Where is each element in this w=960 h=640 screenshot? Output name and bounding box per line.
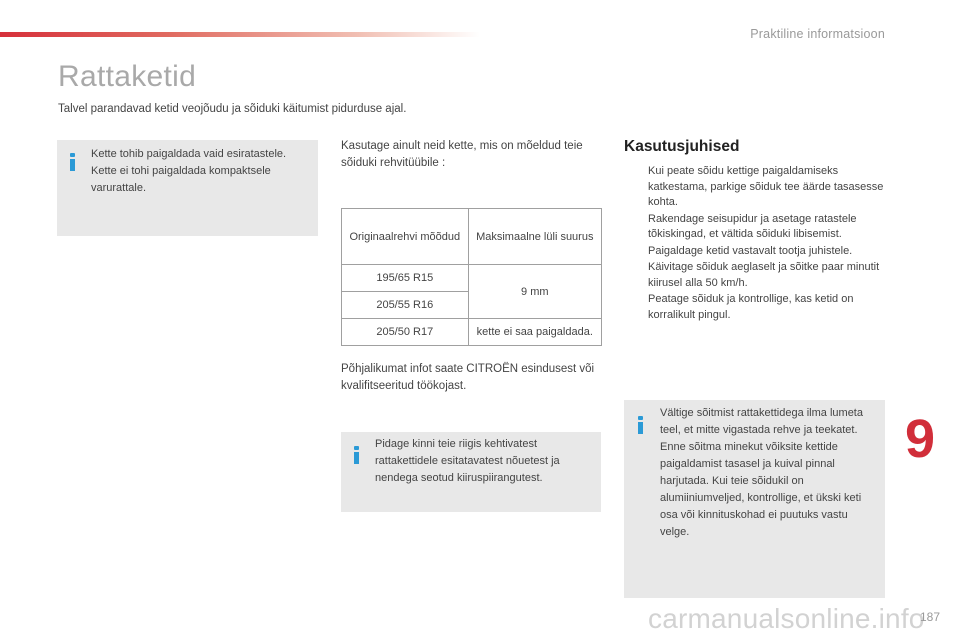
list-item <box>624 244 889 260</box>
info-line: Kette tohib paigaldada vaid esiratastele. <box>91 148 287 160</box>
instructions-list <box>624 164 889 324</box>
list-item-text: Peatage sõiduk ja kontrollige, kas ketid on korralikult pingul. <box>648 293 854 321</box>
info-icon <box>354 446 360 464</box>
dealer-info-text: Põhjalikumat infot saate CITROËN esindusest või kvalifitseeritud töökojast. <box>341 363 595 392</box>
page-number: 187 <box>919 610 940 624</box>
list-item-text: Kui peate sõidu kettige paigaldamiseks katkestama, parkige sõiduk tee äärde tasasesse kohta. <box>648 165 884 208</box>
intro-text: Talvel parandavad ketid veojõudu ja sõiduki käitumist pidurduse ajal. <box>58 103 407 115</box>
table-cell-not-allowed: kette ei saa paigaldada. <box>468 319 601 346</box>
header-accent-bar <box>0 32 480 37</box>
table-header-link-size: Maksimaalne lüli suurus <box>468 209 601 265</box>
instructions-title: Kasutusjuhised <box>624 138 740 155</box>
section-header: Praktiline informatsioon <box>750 27 885 41</box>
list-item <box>624 292 889 323</box>
page-title: Rattaketid <box>58 60 197 93</box>
list-item-text: Käivitage sõiduk aeglaselt ja sõitke paar minutit kiirusel alla 50 km/h. <box>648 261 880 289</box>
info-icon <box>70 153 76 171</box>
chain-usage-text: Kasutage ainult neid kette, mis on mõeldud teie sõiduki rehvitüübile : <box>341 140 583 169</box>
tire-size-table <box>341 208 602 346</box>
table-cell-tire: 205/55 R16 <box>342 292 469 319</box>
list-item-text: Rakendage seisupidur ja asetage ratastele tõkiskingad, et vältida sõiduki libisemist. <box>648 212 857 240</box>
list-item <box>624 164 889 211</box>
list-item-text: Paigaldage ketid vastavalt tootja juhistele. <box>648 244 853 257</box>
info-line: Kette ei tohi paigaldada kompaktsele <box>91 165 271 177</box>
info-line: varurattale. <box>91 182 147 194</box>
info-box-road-warning <box>624 400 885 598</box>
chapter-number: 9 <box>905 409 936 469</box>
table-header-tire-size: Originaalrehvi mõõdud <box>342 209 469 265</box>
info-box-front-wheels <box>57 140 318 236</box>
list-item <box>624 260 889 291</box>
table-cell-tire: 205/50 R17 <box>342 319 469 346</box>
info-box-regulations <box>341 432 601 512</box>
info-icon <box>638 416 644 434</box>
table-cell-max-link: 9 mm <box>468 265 601 319</box>
info-text: Vältige sõitmist rattakettidega ilma lumeta teel, et mitte vigastada rehve ja teekatet. Enne sõitma minekut võiksite kettide paigaldamist tasasel ja kuival pinnal harjutada. Kui teie sõidukil on alumiiniumveljed, kontrollige, et ükski keti osa või kinnituskohad ei puutuks vastu velge. <box>660 407 863 538</box>
table-cell-tire: 195/65 R15 <box>342 265 469 292</box>
info-text: Pidage kinni teie riigis kehtivatest rattakettidele esitatavatest nõuetest ja nendega seotud kiiruspiirangutest. <box>375 438 560 484</box>
watermark: carmanualsonline.info <box>648 603 925 634</box>
list-item <box>624 212 889 243</box>
